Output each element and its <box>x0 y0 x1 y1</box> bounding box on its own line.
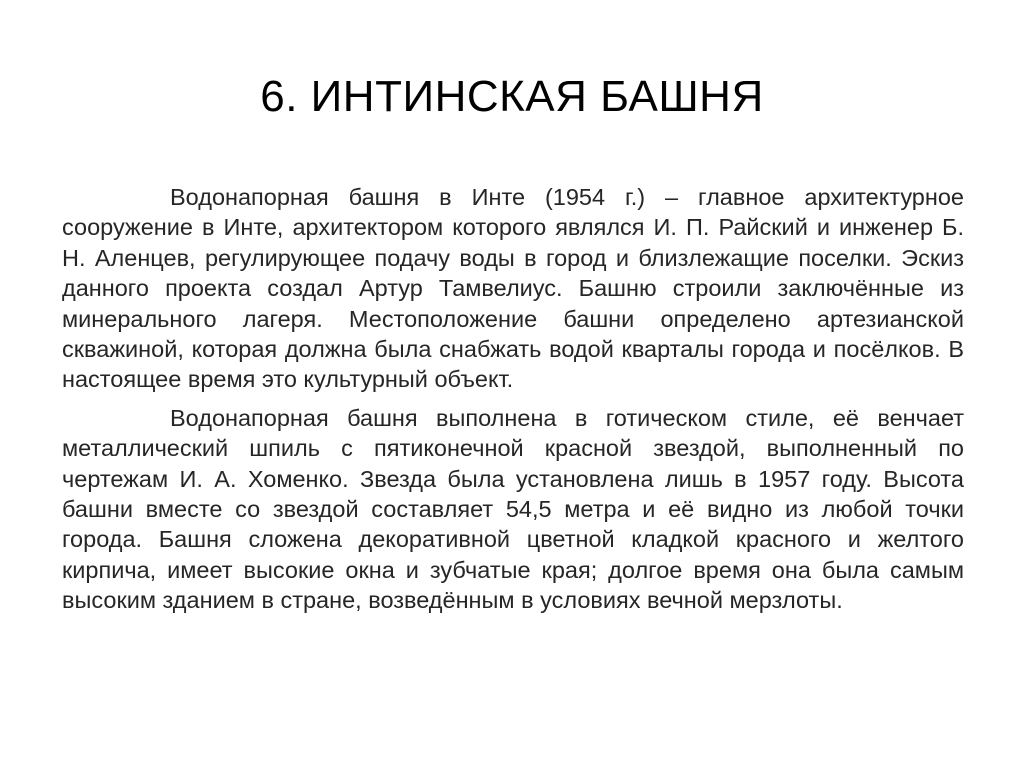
slide-body <box>62 182 964 616</box>
paragraph-architecture: Водонапорная башня выполнена в готическом стиле, её венчает металлический шпиль с пятиконечной красной звездой, выполненный по чертежам И. А. Хоменко. Звезда была установлена лишь в 1957 году. Высота башни вместе со звездой составляет 54,5 метра и её видно из любой точки города. Башня сложена декоративной цветной кладкой красного и желтого кирпича, имеет высокие окна и зубчатые края; долгое время она была самым высоким зданием в стране, возведённым в условиях вечной мерзлоты. <box>62 404 964 614</box>
paragraph-history: Водонапорная башня в Инте (1954 г.) – главное архитектурное сооружение в Инте, архитектором которого являлся И. П. Райский и инженер Б. Н. Аленцев, регулирующее подачу воды в город и близлежащие поселки. Эскиз данного проекта создал Артур Тамвелиус. Башню строили заключённые из минерального лагеря. Местоположение башни определено артезианской скважиной, которая должна была снабжать водой кварталы города и посёлков. В настоящее время это культурный объект. <box>62 184 964 393</box>
slide-title: 6. ИНТИНСКАЯ БАШНЯ <box>260 72 764 121</box>
